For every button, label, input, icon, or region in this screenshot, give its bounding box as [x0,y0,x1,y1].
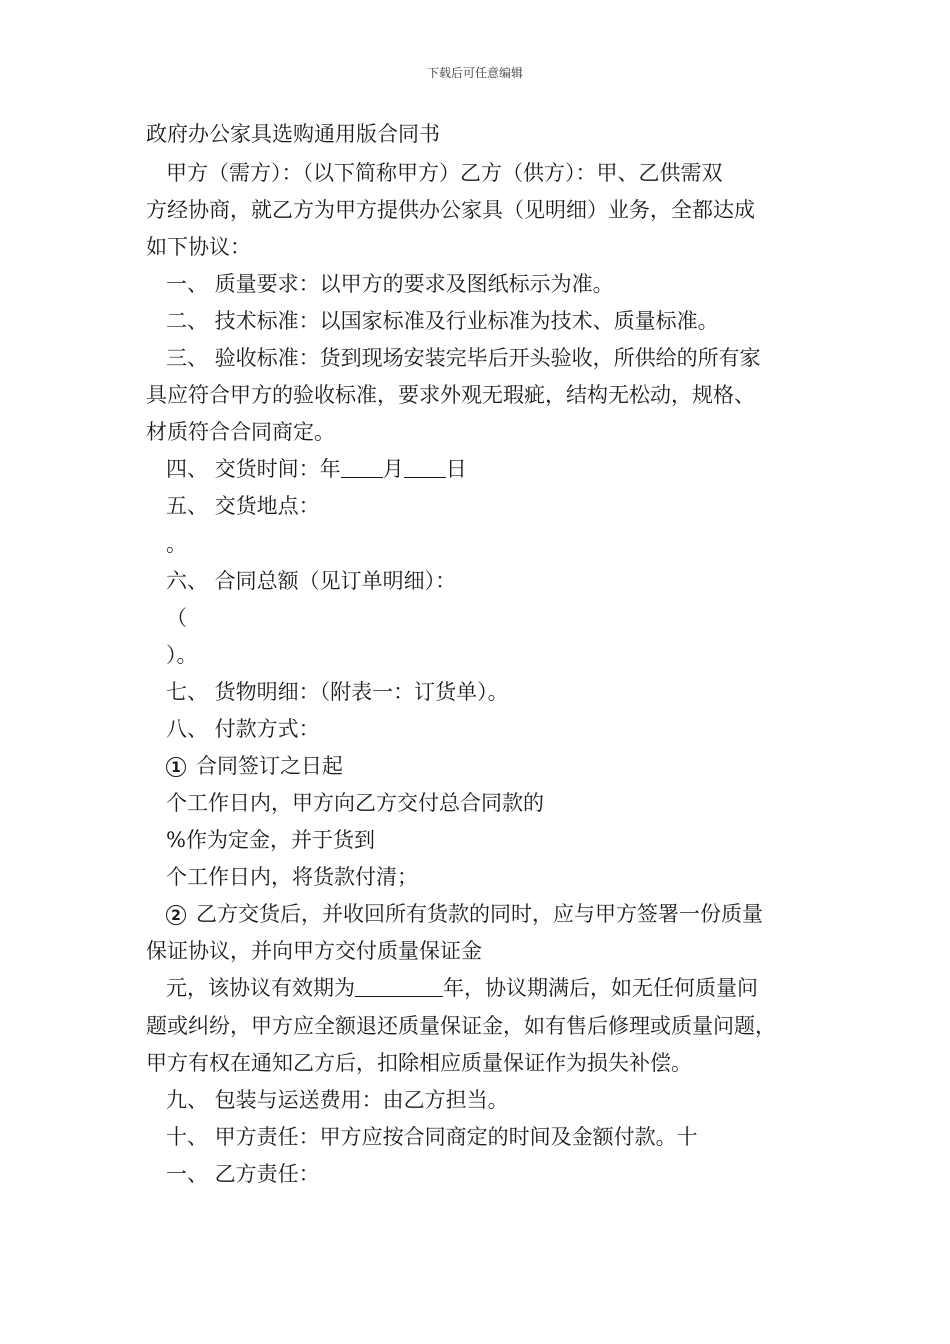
payment-2-line-5: 甲方有权在通知乙方后，扣除相应质量保证作为损失补偿。 [146,1051,692,1075]
clause-4-day: 日 [445,457,467,481]
day-blank [404,457,446,478]
payment-1-line-3: %作为定金，并于货到 [166,828,375,852]
payment-2-line-2: 保证协议，并向甲方交付质量保证金 [146,939,482,963]
payment-1-line-4: 个工作日内，将货款付清； [166,865,418,889]
payment-2-line-3-prefix: 元，该协议有效期为 [166,976,355,1000]
clause-5-end: 。 [166,532,187,556]
month-blank [341,457,383,478]
clause-6: 六、 合同总额（见订单明细）： [166,569,457,593]
payment-item-2-text: 乙方交货后，并收回所有货款的同时，应与甲方签署一份质量 [196,902,763,926]
payment-2-line-4: 题或纠纷，甲方应全额退还质量保证金，如有售后修理或质量问题， [146,1014,776,1038]
clause-10: 十、 甲方责任：甲方应按合同商定的时间及金额付款。十 [166,1125,698,1149]
payment-1-line-2: 个工作日内，甲方向乙方交付总合同款的 [166,791,544,815]
clause-4 [166,456,467,482]
circled-number-1: 1 [166,757,186,777]
payment-2-line-3-suffix: 年，协议期满后，如无任何质量问 [443,976,758,1000]
circled-number-2: 2 [166,905,186,925]
document-title: 政府办公家具选购通用版合同书 [146,122,440,146]
clause-3-line-2: 具应符合甲方的验收标准，要求外观无瑕疵，结构无松动，规格、 [146,383,755,407]
clause-5: 五、 交货地点： [166,494,320,518]
payment-item-1-text: 合同签订之日起 [196,754,343,778]
intro-line-1: 甲方（需方）：（以下简称甲方）乙方（供方）：甲、乙供需双 [166,161,723,185]
payment-2-line-3 [166,975,758,1001]
clause-8: 八、 付款方式： [166,717,320,741]
clause-3-line-3: 材质符合合同商定。 [146,420,335,444]
clause-9: 九、 包装与运送费用：由乙方担当。 [166,1088,509,1112]
page-header: 下载后可任意编辑 [426,66,523,80]
paren-open: （ [166,606,187,630]
clause-4-prefix: 四、 交货时间：年 [166,457,341,481]
payment-item-1 [166,753,343,779]
clause-3-line-1: 三、 验收标准：货到现场安装完毕后开头验收，所供给的所有家 [166,346,761,370]
clause-7: 七、 货物明细：（附表一：订货单）。 [166,680,509,704]
years-blank [355,976,443,997]
clause-2: 二、 技术标准：以国家标准及行业标准为技术、质量标准。 [166,309,719,333]
clause-1: 一、 质量要求：以甲方的要求及图纸标示为准。 [166,272,614,296]
clause-4-month: 月 [382,457,404,481]
clause-11: 一、 乙方责任： [166,1162,320,1186]
paren-close: ）。 [166,643,198,667]
payment-item-2 [166,901,763,927]
intro-line-3: 如下协议： [146,235,251,259]
intro-line-2: 方经协商，就乙方为甲方提供办公家具（见明细）业务，全都达成 [146,198,755,222]
